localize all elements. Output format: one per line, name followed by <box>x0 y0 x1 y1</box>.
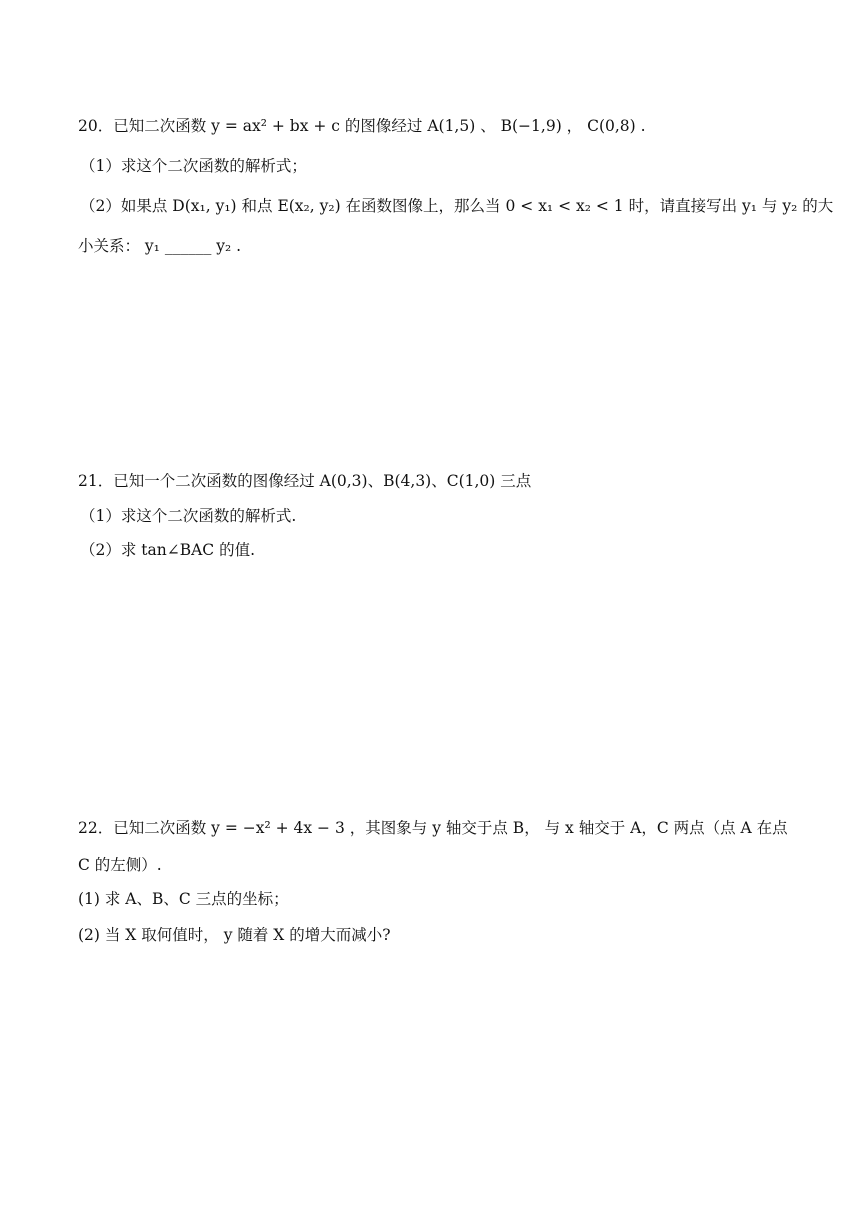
q20-stem: 20．已知二次函数 y = ax² + bx + c 的图像经过 A(1,5) 、 B(−1,9) ， C(0,8) . <box>78 117 646 135</box>
q22-stem-line1: 22．已知二次函数 y = −x² + 4x − 3 ，其图象与 y 轴交于点 B， 与 x 轴交于 A，C 两点（点 A 在点 <box>78 819 788 837</box>
q20-part2-line1: （2）如果点 D(x₁, y₁) 和点 E(x₂, y₂) 在函数图像上，那么当 0 < x₁ < x₂ < 1 时，请直接写出 y₁ 与 y₂ 的大 <box>80 197 834 215</box>
q21-stem: 21．已知一个二次函数的图像经过 A(0,3)、B(4,3)、C(1,0) 三点 <box>78 472 532 490</box>
q22-part2: (2) 当 X 取何值时， y 随着 X 的增大而减小? <box>78 926 391 944</box>
q22-part1: (1) 求 A、B、C 三点的坐标； <box>78 890 289 908</box>
q22-stem-line2: C 的左侧）. <box>78 856 162 874</box>
q20-part1: （1）求这个二次函数的解析式； <box>80 157 307 175</box>
q21-part2: （2）求 tan∠BAC 的值. <box>80 541 256 559</box>
q20-part2-line2: 小关系： y₁ ______ y₂ . <box>78 237 242 255</box>
q21-part1: （1）求这个二次函数的解析式. <box>80 507 297 525</box>
